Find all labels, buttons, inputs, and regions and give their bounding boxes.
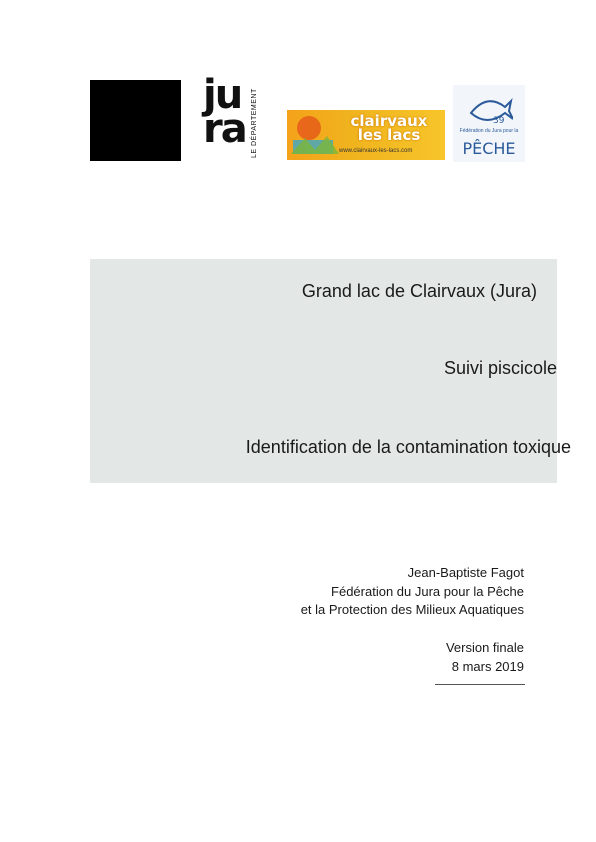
organization-line-2: et la Protection des Milieux Aquatiques [300, 602, 524, 617]
federation-peche-logo [453, 85, 525, 162]
divider-line [435, 684, 525, 685]
version-label: Version finale [445, 640, 524, 655]
black-logo-block [90, 80, 181, 161]
clairvaux-logo-title: clairvaux les lacs [350, 112, 428, 144]
report-title: Grand lac de Clairvaux (Jura) [301, 281, 537, 301]
report-subtitle: Suivi piscicole [443, 358, 557, 378]
organization-line-1: Fédération du Jura pour la Pêche [331, 584, 524, 599]
fish-icon [467, 89, 513, 127]
report-topic: Identification de la contamination toxique [245, 437, 571, 457]
peche-logo-small-text: Fédération du Jura pour la [459, 128, 519, 134]
clairvaux-logo-art [287, 110, 339, 160]
report-date: 8 mars 2019 [451, 659, 524, 674]
author-name: Jean-Baptiste Fagot [407, 565, 524, 580]
jura-logo-word: ju ra [203, 72, 246, 152]
clairvaux-les-lacs-logo [287, 110, 445, 160]
clairvaux-logo-url: www.clairvaux-les-lacs.com [339, 148, 413, 154]
jura-logo-subtitle: LE DÉPARTEMENT [251, 88, 258, 158]
peche-badge-number: 39 [493, 116, 505, 126]
title-box [90, 259, 571, 483]
jura-department-logo [203, 72, 267, 164]
peche-logo-word: PÊCHE [462, 139, 516, 158]
